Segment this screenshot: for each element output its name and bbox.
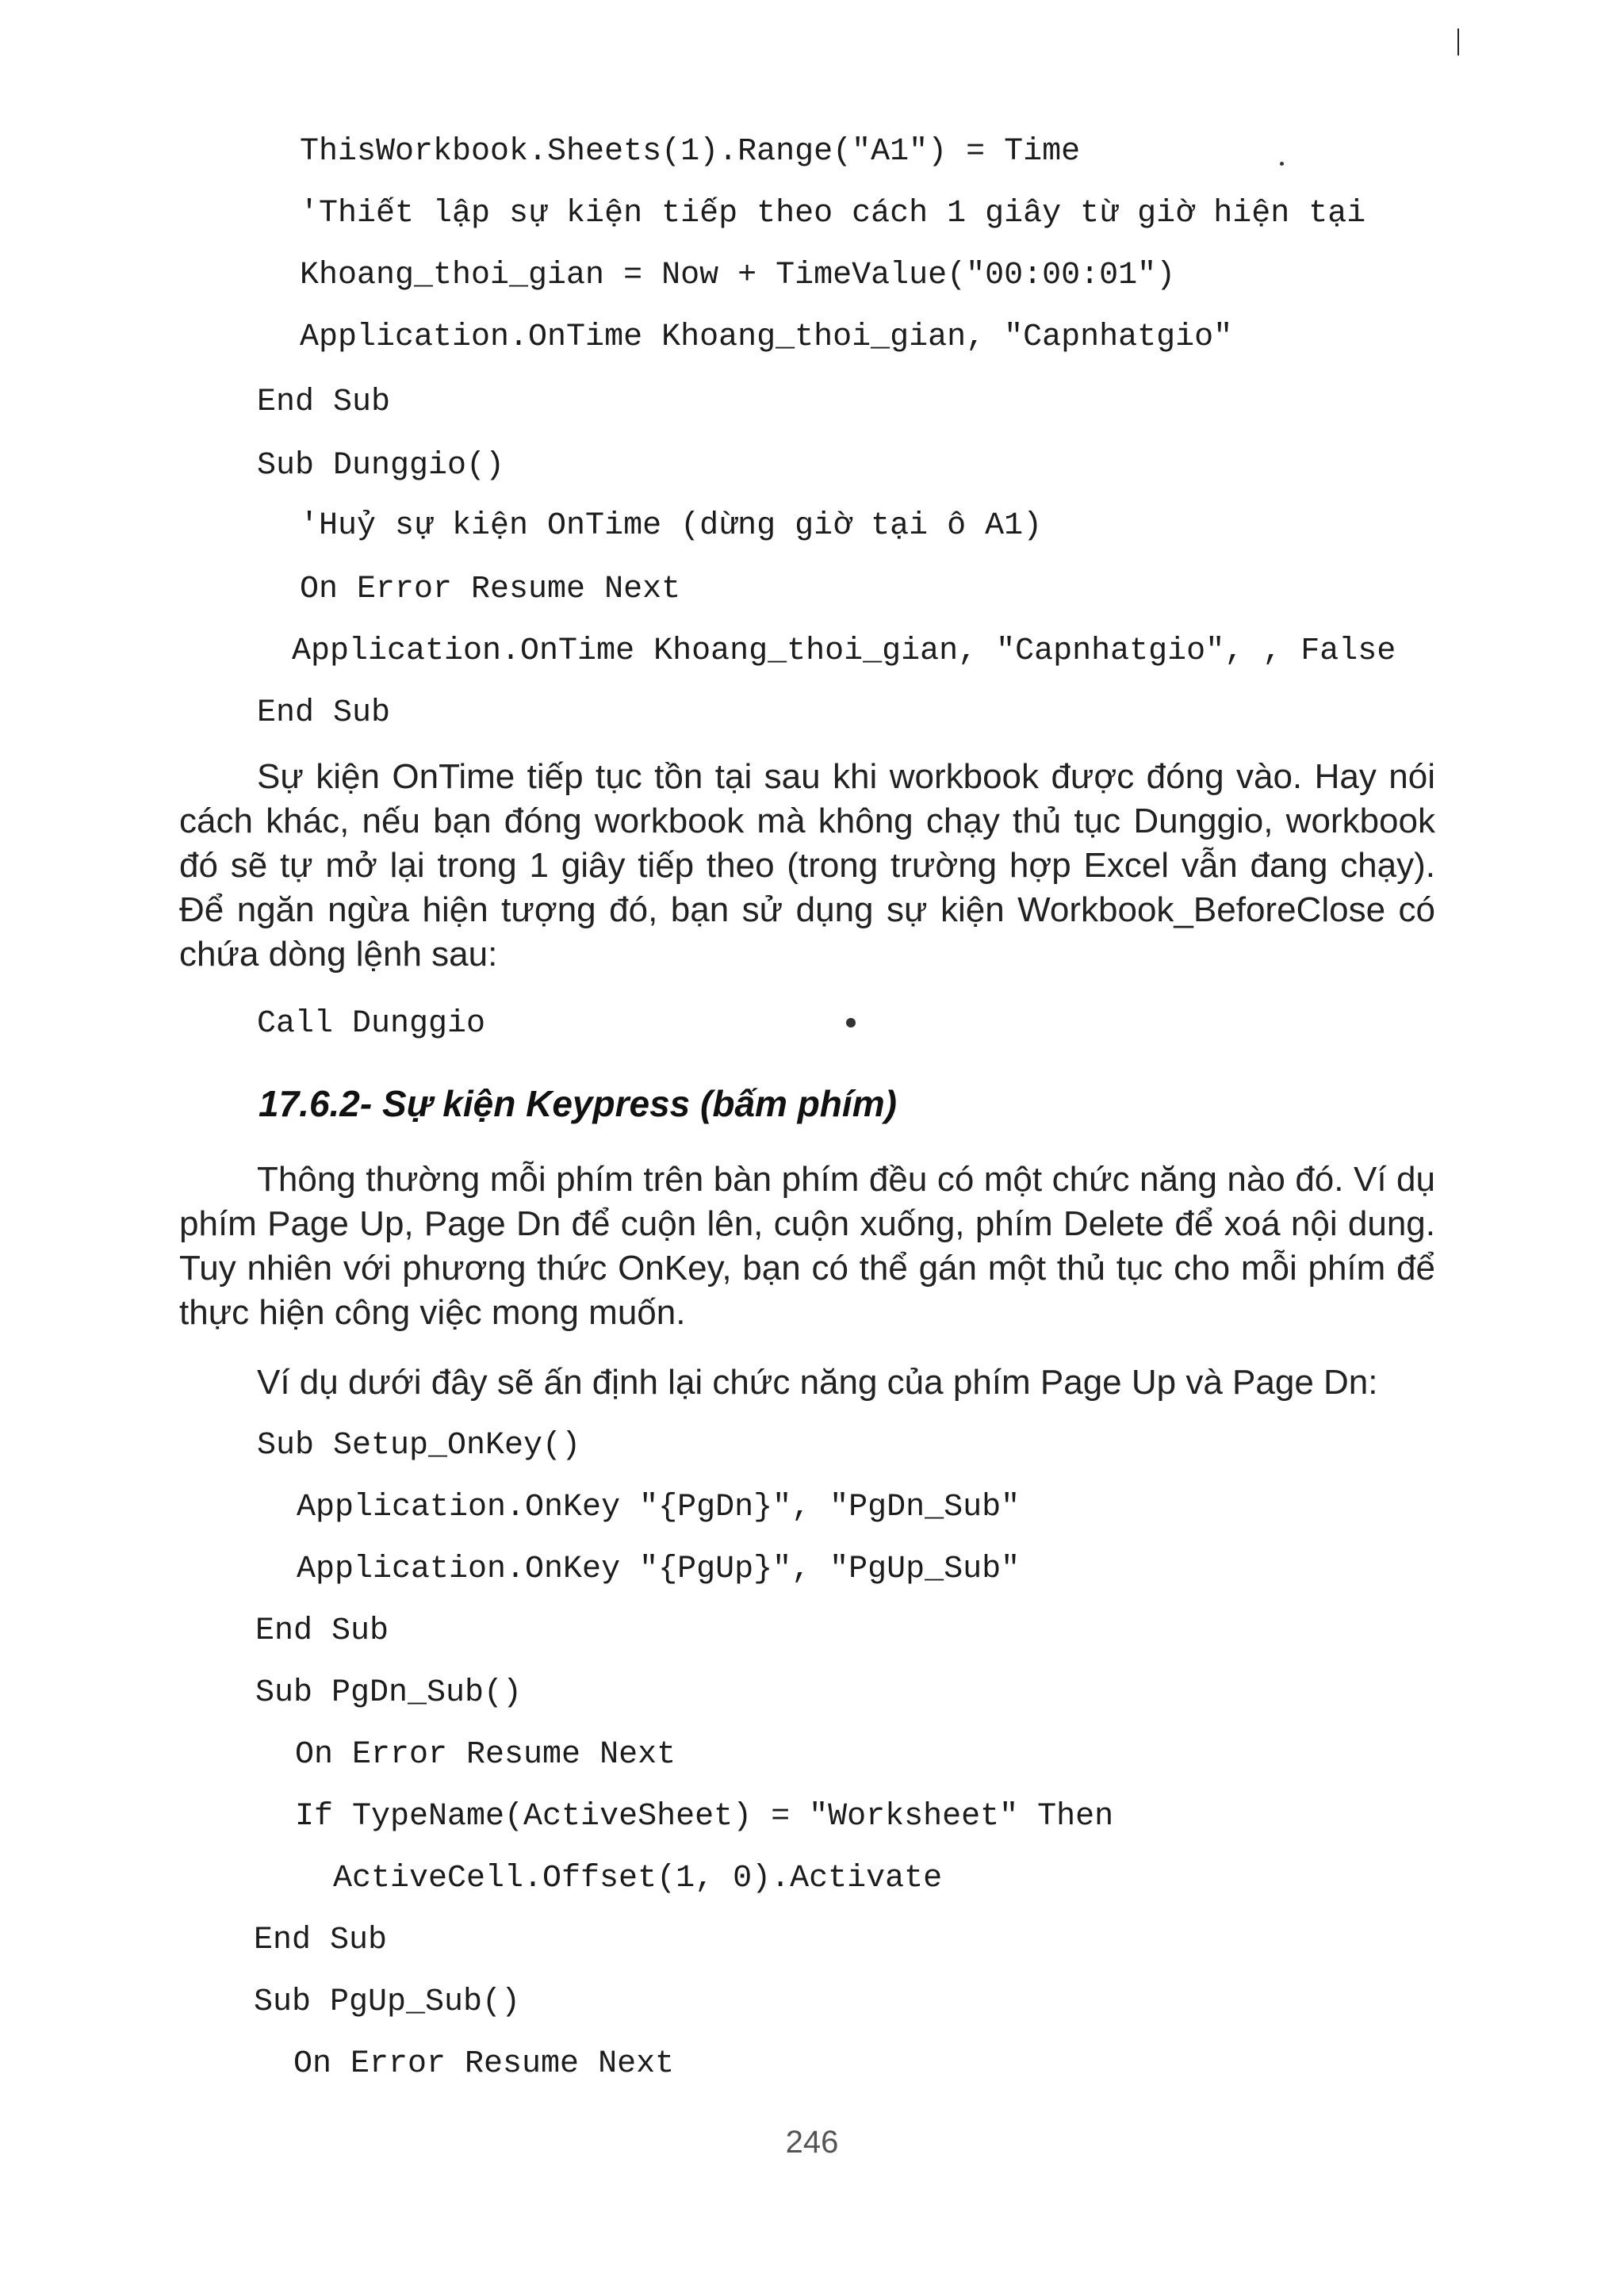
code-line: Sub PgDn_Sub() [255,1675,523,1711]
body-paragraph: Thông thường mỗi phím trên bàn phím đều có một chức năng nào đó. Ví dụ phím Page Up, Page Dn để cuộn lên, cuộn xuống, phím Delete để xoá nội dung. Tuy nhiên với phương thức OnKey, bạn có thể gán một thủ tục cho mỗi phím để thực hiện công việc mong muốn. [179,1160,1435,1332]
scan-speck [846,1018,856,1027]
code-line: ThisWorkbook.Sheets(1).Range("A1") = Time [300,134,1081,170]
code-line: Call Dunggio [257,1006,486,1042]
code-line: End Sub [257,385,391,420]
scan-edge-mark [1457,29,1459,55]
code-line: On Error Resume Next [300,572,681,607]
code-line: On Error Resume Next [293,2046,675,2082]
code-line: Sub Dunggio() [257,448,505,484]
scan-speck [1280,162,1284,166]
code-line: On Error Resume Next [295,1737,676,1773]
code-line: If TypeName(ActiveSheet) = "Worksheet" Then [295,1799,1114,1835]
code-line: Sub PgUp_Sub() [254,1984,521,2020]
code-line: ActiveCell.Offset(1, 0).Activate [333,1861,943,1896]
code-line: Application.OnTime Khoang_thoi_gian, "Capnhatgio", , False [292,633,1396,669]
code-line: 'Thiết lập sự kiện tiếp theo cách 1 giây từ giờ hiện tại [300,196,1366,232]
code-line: End Sub [254,1923,388,1958]
code-line: Sub Setup_OnKey() [257,1428,581,1464]
code-line: Application.OnTime Khoang_thoi_gian, "Capnhatgio" [300,320,1233,355]
code-line: Application.OnKey "{PgUp}", "PgUp_Sub" [297,1552,1021,1587]
body-paragraph: Ví dụ dưới đây sẽ ấn định lại chức năng của phím Page Up và Page Dn: [257,1363,1378,1402]
body-paragraph: Sự kiện OnTime tiếp tục tồn tại sau khi workbook được đóng vào. Hay nói cách khác, nếu bạn đóng workbook mà không chạy thủ tục Dunggio, workbook đó sẽ tự mở lại trong 1 giây tiếp theo (trong trường hợp Excel vẫn đang chạy). Để ngăn ngừa hiện tượng đó, bạn sử dụng sự kiện Workbook_BeforeClose có chứa dòng lệnh sau: [179,757,1435,974]
code-line: End Sub [255,1613,389,1649]
code-line: Khoang_thoi_gian = Now + TimeValue("00:00:01") [300,258,1176,293]
code-line: Application.OnKey "{PgDn}", "PgDn_Sub" [297,1490,1021,1525]
code-line: End Sub [257,695,391,731]
section-heading: 17.6.2- Sự kiện Keypress (bấm phím) [259,1083,897,1124]
code-line: 'Huỷ sự kiện OnTime (dừng giờ tại ô A1) [300,508,1043,544]
page-number: 246 [785,2125,839,2160]
